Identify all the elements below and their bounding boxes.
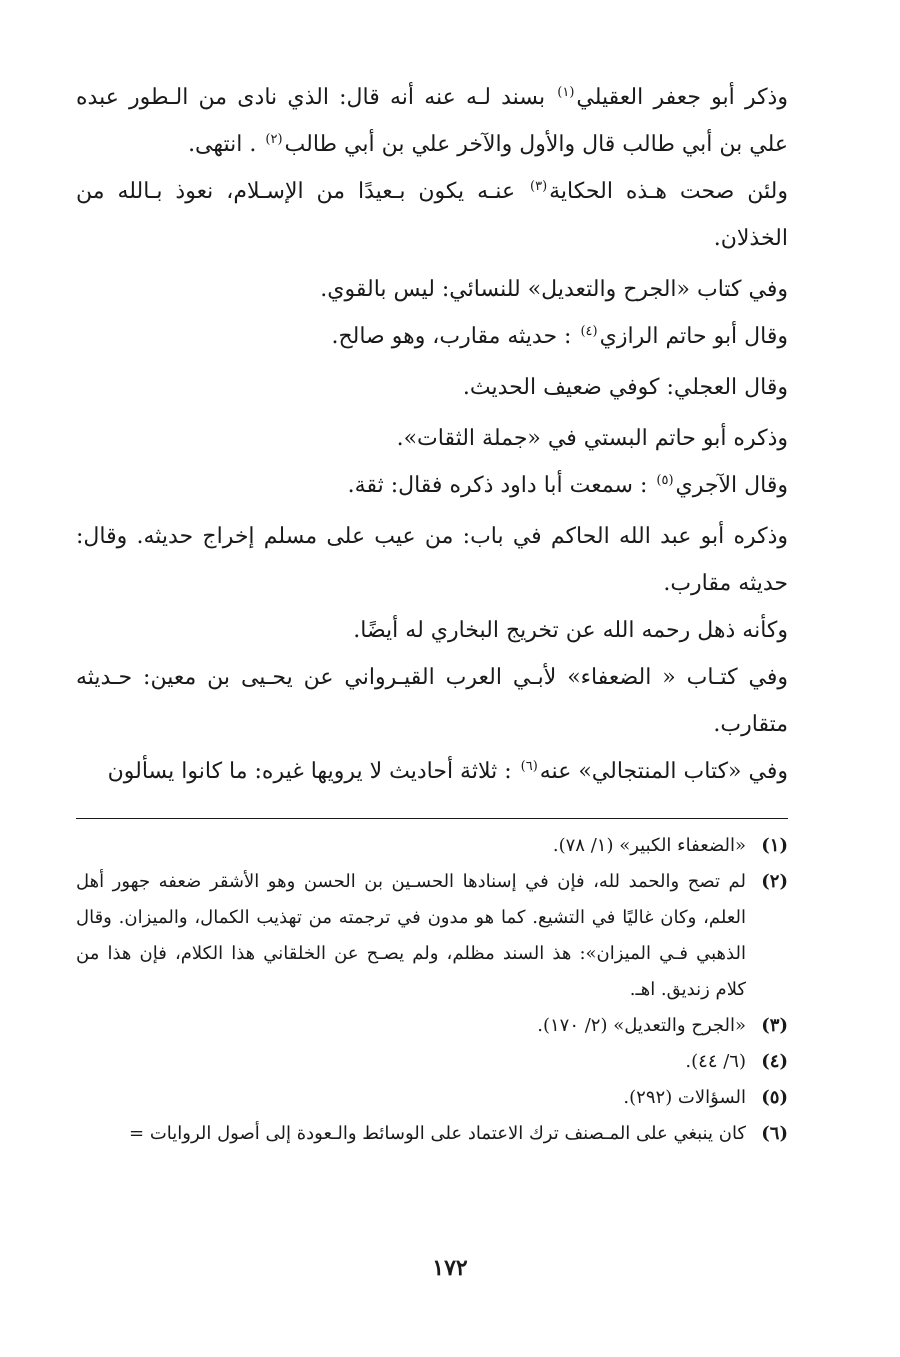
footnote-text: السؤالات (٢٩٢).: [623, 1087, 746, 1108]
main-text: [76, 74, 788, 795]
footnote-number: (٦): [761, 1123, 788, 1144]
paragraph-1: وذكر أبو جعفر العقيلي$^{(١)}$ بسند لـه عنه أنه قال: الذي نادى من الـطور عبده علي بن أبي طالب قال والأول والآخر علي بن أبي طالب$^{(٢)}$ . انتهى.: [76, 84, 788, 157]
paragraph-6: وذكره أبو حاتم البستي في «جملة الثقات».: [396, 426, 788, 451]
footnote-number: (١): [761, 835, 788, 856]
footnote-ref-2[interactable]: (٢): [265, 131, 283, 147]
footnote-text: «الجرح والتعديل» (٢/ ١٧٠).: [537, 1015, 746, 1036]
footnote-text: كان ينبغي على المـصنف ترك الاعتماد على الوسائط والـعودة إلى أصول الروايات =: [129, 1123, 746, 1144]
footnote-ref-3[interactable]: (٣): [530, 178, 548, 194]
footnote-number: (٢): [761, 871, 788, 892]
footnote-2: [76, 864, 788, 1008]
paragraph-9: وكأنه ذهل رحمه الله عن تخريج البخاري له أيضًا.: [353, 618, 788, 643]
paragraph-8: وذكره أبو عبد الله الحاكم في باب: من عيب على مسلم إخراج حديثه. وقال: حديثه مقارب.: [76, 524, 788, 596]
paragraph-11: وفي «كتاب المنتجالي» عنه$^{(٦)}$ : ثلاثة أحاديث لا يرويها غيره: ما كانوا يسألون: [107, 758, 788, 784]
footnote-text: (٦/ ٤٤).: [685, 1051, 746, 1072]
page-number: ١٧٢: [432, 1255, 468, 1281]
paragraph-4: وقال أبو حاتم الرازي$^{(٤)}$ : حديثه مقارب، وهو صالح.: [331, 323, 788, 349]
paragraph-3: وفي كتاب «الجرح والتعديل» للنسائي: ليس بالقوي.: [320, 277, 788, 302]
paragraph-10: وفي كتـاب « الضعفاء» لأبـي العرب القيـرواني عن يحـيى بن معين: حـديثه متقارب.: [76, 665, 788, 737]
footnote-text: لم تصح والحمد لله، فإن في إسنادها الحسـين بن الحسن وهو الأشقر ضعفه جهور أهل العلم، وكان غاليًا في التشيع. كما هو مدون في ترجمته من تهذيب الكمال، والميزان. وقال الذهبي فـي الميزان»: هذ السند مظلم، ولم يصـح عن الخلقاني هذا الكلام، فإن هذا من كلام زنديق. اهـ.: [76, 871, 747, 1000]
footnote-ref-5[interactable]: (٥): [656, 472, 674, 488]
footnote-3: [76, 1008, 788, 1044]
footnote-6: [76, 1116, 788, 1152]
footnote-1: [76, 828, 788, 864]
footnote-5: [76, 1080, 788, 1116]
footnote-ref-4[interactable]: (٤): [580, 323, 598, 339]
footnote-4: [76, 1044, 788, 1080]
footnote-ref-6[interactable]: (٦): [520, 758, 538, 774]
paragraph-2: ولئن صحت هـذه الحكاية$^{(٣)}$ عنـه يكون بـعيدًا من الإسـلام، نعوذ بـالله من الخذلان.: [76, 178, 788, 251]
footnotes: [76, 828, 788, 1152]
paragraph-7: وقال الآجري$^{(٥)}$ : سمعت أبا داود ذكره فقال: ثقة.: [347, 472, 788, 498]
paragraph-5: وقال العجلي: كوفي ضعيف الحديث.: [462, 375, 788, 400]
footnote-number: (٤): [761, 1051, 788, 1072]
footnote-number: (٣): [761, 1015, 788, 1036]
footnote-number: (٥): [761, 1087, 788, 1108]
footnote-text: «الضعفاء الكبير» (١/ ٧٨).: [552, 835, 746, 856]
footnote-ref-1[interactable]: (١): [557, 84, 575, 100]
footnote-divider: [76, 818, 788, 819]
